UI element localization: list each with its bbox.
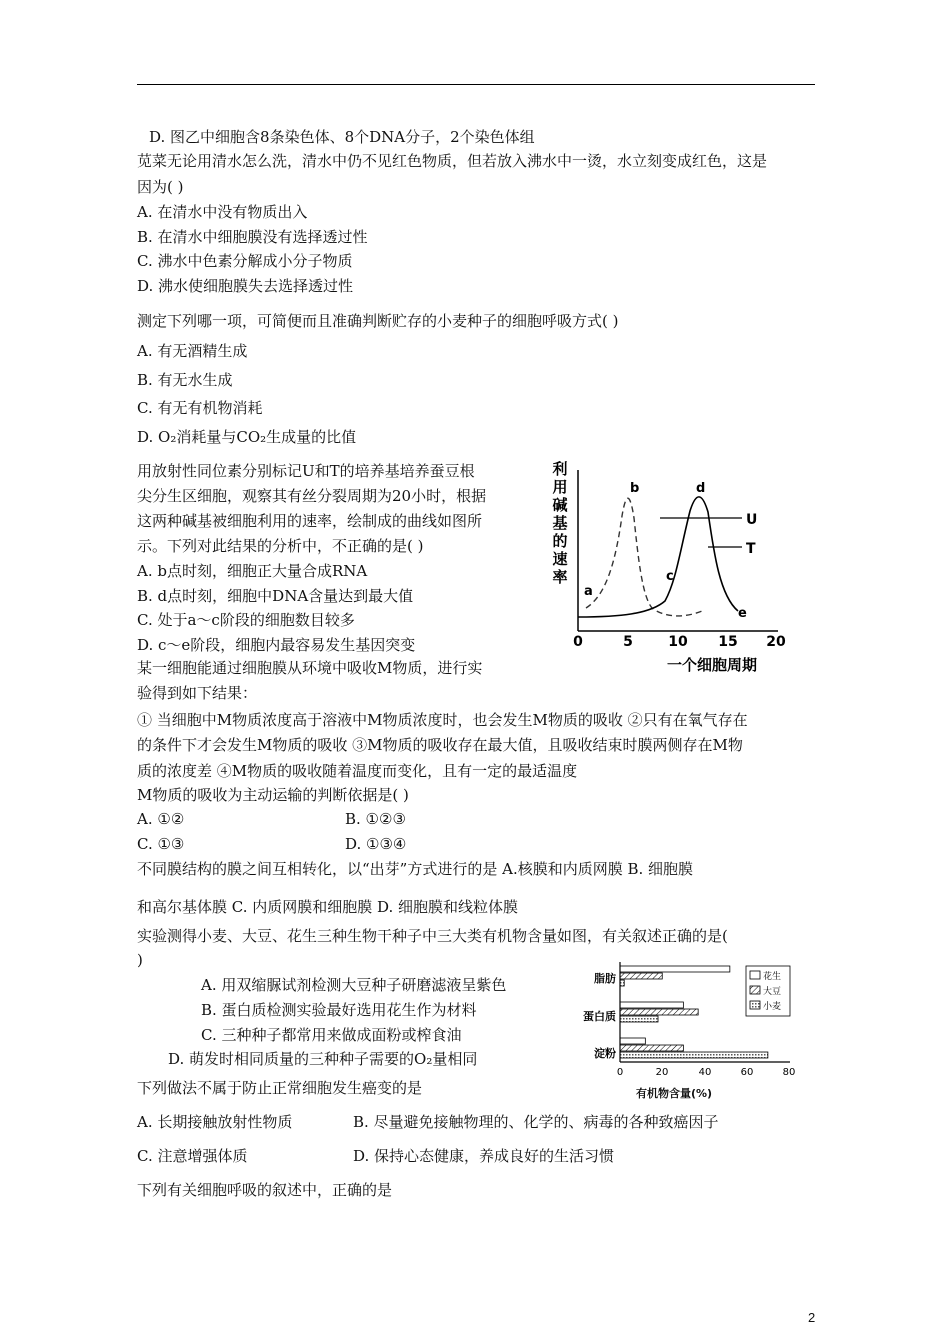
q8-stem: 下列有关细胞呼吸的叙述中，正确的是	[137, 1181, 393, 1199]
q6-option-d[interactable]: D. 萌发时相同质量的三种种子需要的O₂量相同	[168, 1050, 478, 1068]
q4-cond-3: 质的浓度差 ④M物质的吸收随着温度而变化，且有一定的最适温度	[137, 762, 578, 780]
q3-option-c[interactable]: C. 处于a～c阶段的细胞数目较多	[137, 611, 355, 629]
bar-peanut-2	[620, 1038, 645, 1044]
point-a: a	[584, 584, 593, 599]
x-tick-0: 0	[573, 634, 583, 650]
q5-line-2: 和高尔基体膜 C. 内质网膜和细胞膜 D. 细胞膜和线粒体膜	[137, 898, 519, 916]
q6-stem-2: )	[137, 951, 143, 969]
legend-swatch-wheat	[750, 1001, 760, 1009]
q1-option-c[interactable]: C. 沸水中色素分解成小分子物质	[137, 252, 353, 270]
q2-option-b[interactable]: B. 有无水生成	[137, 371, 233, 389]
legend-peanut: 花生	[763, 972, 782, 982]
bar-soybean-1	[620, 1009, 698, 1015]
q4-stem-2: 验得到如下结果：	[137, 684, 258, 702]
bar-soybean-0	[620, 973, 662, 979]
bar-wheat-2	[620, 1052, 768, 1058]
bar-wheat-1	[620, 1016, 658, 1022]
q6-option-b[interactable]: B. 蛋白质检测实验最好选用花生作为材料	[201, 1001, 477, 1019]
q4-cond-2: 的条件下才会发生M物质的吸收 ③M物质的吸收存在最大值，且吸收结束时膜两侧存在M物	[137, 736, 743, 754]
x-tick-20: 20	[766, 634, 786, 650]
q7-option-b[interactable]: B. 尽量避免接触物理的、化学的、病毒的各种致癌因子	[353, 1113, 719, 1131]
chart1-ylabel-3: 碱	[552, 496, 568, 514]
x-tick-60: 60	[740, 1067, 754, 1078]
series-u-curve	[586, 498, 702, 616]
q1-option-a[interactable]: A. 在清水中没有物质出入	[137, 203, 308, 221]
q7-option-c[interactable]: C. 注意增强体质	[137, 1147, 248, 1165]
bar-peanut-1	[620, 1002, 683, 1008]
x-tick-10: 10	[668, 634, 688, 650]
cat-starch: 淀粉	[594, 1047, 616, 1060]
q1-option-b[interactable]: B. 在清水中细胞膜没有选择透过性	[137, 228, 368, 246]
q2-stem: 测定下列哪一项，可简便而且准确判断贮存的小麦种子的细胞呼吸方式( )	[137, 312, 619, 330]
series-t-curve	[578, 497, 738, 617]
page-number: 2	[808, 1310, 816, 1325]
chart1-ylabel-6: 速	[552, 550, 568, 568]
q4-option-a[interactable]: A. ①②	[137, 810, 185, 828]
q0-option-d: D. 图乙中细胞含8条染色体、8个DNA分子，2个染色体组	[149, 128, 535, 146]
legend-soybean: 大豆	[763, 987, 782, 997]
q3-stem-4: 示。下列对此结果的分析中，不正确的是( )	[137, 537, 424, 555]
cat-fat: 脂肪	[594, 972, 616, 985]
header-rule	[137, 84, 815, 85]
point-e: e	[738, 606, 747, 621]
chart1-ylabel-4: 基	[552, 514, 568, 532]
q6-stem-1: 实验测得小麦、大豆、花生三种生物干种子中三大类有机物含量如图，有关叙述正确的是(	[137, 927, 728, 945]
chart1-ylabel-5: 的	[552, 532, 568, 550]
bar-wheat-0	[620, 980, 624, 986]
q5-line-1: 不同膜结构的膜之间互相转化，以“出芽”方式进行的是 A.核膜和内质网膜 B. 细胞膜	[137, 860, 694, 878]
chart1-ylabel-7: 率	[552, 568, 568, 586]
q3-option-a[interactable]: A. b点时刻，细胞正大量合成RNA	[137, 562, 368, 580]
q4-cond-1: ① 当细胞中M物质浓度高于溶液中M物质浓度时，也会发生M物质的吸收 ②只有在氧气存在	[137, 711, 748, 729]
q3-stem-2: 尖分生区细胞，观察其有丝分裂周期为20小时，根据	[137, 487, 487, 505]
q4-option-c[interactable]: C. ①③	[137, 835, 185, 853]
q4-stem-1: 某一细胞能通过细胞膜从环境中吸收M物质，进行实	[137, 659, 483, 677]
organic-content-bar-chart	[560, 958, 800, 1082]
q3-option-d[interactable]: D. c～e阶段，细胞内最容易发生基因突变	[137, 636, 416, 654]
legend-swatch-soybean	[750, 986, 760, 994]
x-tick-80: 80	[782, 1067, 796, 1078]
chart2-xlabel-text: 有机物含量(%)	[636, 1087, 713, 1100]
bar-soybean-2	[620, 1045, 683, 1051]
q4-option-d[interactable]: D. ①③④	[345, 835, 407, 853]
q2-option-d[interactable]: D. O₂消耗量与CO₂生成量的比值	[137, 428, 357, 446]
x-tick-0: 0	[616, 1067, 624, 1078]
q1-option-d[interactable]: D. 沸水使细胞膜失去选择透过性	[137, 277, 354, 295]
bar-peanut-0	[620, 966, 730, 972]
q7-option-a[interactable]: A. 长期接触放射性物质	[137, 1113, 293, 1131]
point-c: c	[666, 569, 674, 584]
q1-stem-2: 因为( )	[137, 178, 184, 196]
q6-option-a[interactable]: A. 用双缩脲试剂检测大豆种子研磨滤液呈紫色	[201, 976, 507, 994]
chart1-ylabel-1: 利	[552, 460, 568, 478]
cell-cycle-line-chart	[550, 456, 800, 678]
point-b: b	[630, 481, 640, 496]
legend-swatch-peanut	[750, 971, 760, 979]
q2-option-c[interactable]: C. 有无有机物消耗	[137, 399, 263, 417]
q4-question: M物质的吸收为主动运输的判断依据是( )	[137, 786, 409, 804]
chart1-ylabel-2: 用	[552, 478, 568, 496]
q4-option-b[interactable]: B. ①②③	[345, 810, 406, 828]
q3-stem-3: 这两种碱基被细胞利用的速率，绘制成的曲线如图所	[137, 512, 483, 530]
u-label: U	[746, 512, 758, 528]
x-tick-20: 20	[655, 1067, 669, 1078]
chart1-xlabel: 一个细胞周期	[666, 656, 758, 674]
q7-stem: 下列做法不属于防止正常细胞发生癌变的是	[137, 1079, 423, 1097]
cat-protein: 蛋白质	[583, 1010, 616, 1023]
q6-option-c[interactable]: C. 三种种子都常用来做成面粉或榨食油	[201, 1026, 462, 1044]
point-d: d	[696, 481, 706, 496]
q2-option-a[interactable]: A. 有无酒精生成	[137, 342, 248, 360]
chart2-legend	[746, 966, 790, 1016]
x-tick-15: 15	[718, 634, 738, 650]
q3-stem-1: 用放射性同位素分别标记U和T的培养基培养蚕豆根	[137, 462, 475, 480]
x-tick-40: 40	[698, 1067, 712, 1078]
legend-wheat: 小麦	[763, 1002, 782, 1012]
q7-option-d[interactable]: D. 保持心态健康，养成良好的生活习惯	[353, 1147, 615, 1165]
x-tick-5: 5	[623, 634, 633, 650]
q1-stem-1: 苋菜无论用清水怎么洗，清水中仍不见红色物质，但若放入沸水中一烫，水立刻变成红色，这是	[137, 152, 768, 170]
t-label: T	[746, 541, 756, 557]
q3-option-b[interactable]: B. d点时刻，细胞中DNA含量达到最大值	[137, 587, 414, 605]
